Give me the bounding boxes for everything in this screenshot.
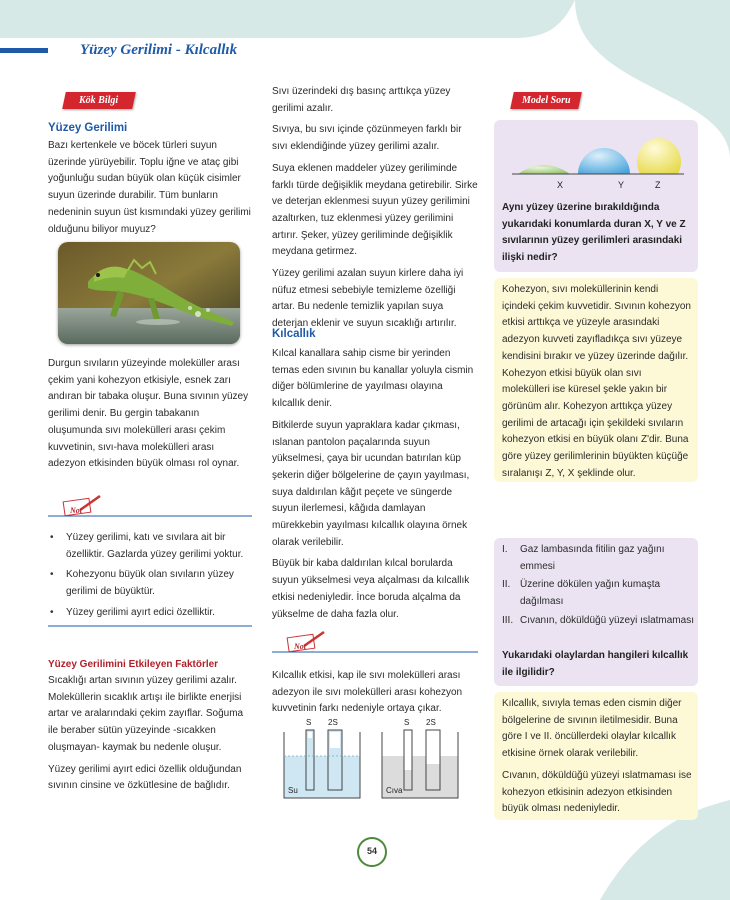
note-label-left: Not xyxy=(70,506,82,515)
factors-paragraph-2: Yüzey gerilimi ayırt edici özellik olduğundan sıvının cinsine ve özkütlesine de bağlıdır. xyxy=(48,763,242,792)
event-item xyxy=(502,577,694,610)
event-text: Gaz lambasında fitilin gaz yağını emmesi xyxy=(520,544,665,572)
surface-tension-paragraph: Durgun sıvıların yüzeyinde moleküller arası çekim yani kohezyon etkisiyle, esnek zarı andıran bir tabaka oluşur. Buna sıvının yüzey gerilimi denir. Bu gergin tabakanın oluşumunda sıvı molekülleri arası çekim kuvvetinin, sıvı-hava molekülleri arası adezyon etkisinden büyük olması rol oynar. xyxy=(48,358,249,470)
note-box-left xyxy=(48,494,252,628)
fig-label-2s-mercury: 2S xyxy=(426,718,436,727)
note-item: • Yüzey gerilimi, katı ve sıvılara ait bir özelliktir. Gazlarda yüzey gerilimi yoktur. xyxy=(48,530,252,563)
kok-bilgi-ribbon xyxy=(62,92,136,109)
answer-box-1 xyxy=(494,278,698,482)
fig-label-mercury: Cıva xyxy=(386,786,403,795)
capillary-figure xyxy=(276,718,472,804)
middle-text-top xyxy=(272,84,478,338)
note-box-middle xyxy=(272,630,478,715)
kok-bilgi-label: Kök Bilgi xyxy=(79,95,119,106)
question-box-1 xyxy=(494,120,698,272)
factors-text xyxy=(48,673,254,800)
question-box-2 xyxy=(494,538,698,686)
drop-label-x: X xyxy=(557,180,564,190)
model-soru-ribbon xyxy=(510,92,582,109)
event-number: II. xyxy=(502,579,511,591)
lizard-illustration xyxy=(58,242,240,344)
lizard-photo xyxy=(58,242,240,344)
fig-label-2s-water: 2S xyxy=(328,718,338,727)
answer-2-paragraph-2: Cıvanın, döküldüğü yüzeyi ıslatmaması ise kohezyon etkisinin adezyon etkisinden büyük olması nedeniyledir. xyxy=(502,769,692,815)
answer-2-paragraph-1: Kılcallık, sıvıyla temas eden cismin diğer bölgelerine de sıvının iletilmesidir. Buna göre I ve II. öncüllerdeki olaylar kılcallık etkisine örnek olarak verilebilir. xyxy=(502,698,682,760)
note-item: • Yüzey gerilimi ayırt edici özelliktir. xyxy=(48,605,252,622)
event-text: Üzerine dökülen yağın kumaşta dağılması xyxy=(520,579,661,608)
factors-paragraph-1: Sıcaklığı artan sıvının yüzey gerilimi azalır. Moleküllerin sıcaklık artışı ile birlikte enerjisi artar ve aralarındaki çekim zayıflar. Soğuma ile beraber sütün yüzeyinde -sıcakken oluşmayan- kaymak bu nedenle oluşur. xyxy=(48,675,244,753)
note-pencil-icon xyxy=(286,630,326,652)
capillary-diagram xyxy=(276,718,472,804)
note-list-left xyxy=(48,530,252,626)
page-number: 54 xyxy=(366,846,377,856)
middle-paragraph-6: Bitkilerde suyun yapraklara kadar çıkması, ıslanan pantolon paçalarında suyun yükselmesi, çaya bir ucundan batırılan küp şekerin diğer bölgelerine de çayın yayılması, suya daldırılan kâğıt peçete ve süngerde suyun ilerlemesi, kâğıda damlayan mürekkebin yayılması kılcallık olayına örnek olarak verilebilir. xyxy=(272,419,470,548)
note-pencil-icon xyxy=(62,494,102,516)
question-2-text: Yukarıdaki olaylardan hangileri kılcallık ile ilgilidir? xyxy=(502,650,689,678)
factors-title: Yüzey Gerilimini Etkileyen Faktörler xyxy=(48,659,219,670)
middle-paragraph-1: Sıvı üzerindeki dış basınç arttıkça yüzey gerilimi azalır. xyxy=(272,86,451,114)
middle-paragraph-4: Yüzey gerilimi azalan suyun kirlere daha iyi nüfuz etmesi sebebiyle temizleme özelliği artar. Bu nedenle temizlik yapılan suya deterjan eklenir ve suyun sıcaklığı artırılır. xyxy=(272,268,464,330)
drops-diagram xyxy=(498,126,694,206)
fig-label-s-water: S xyxy=(306,718,312,727)
answer-2-text xyxy=(502,696,692,823)
fig-label-water: Su xyxy=(288,786,298,795)
event-item xyxy=(502,542,694,575)
drop-label-y: Y xyxy=(618,180,625,190)
note-text-middle: Kılcallık etkisi, kap ile sıvı molekülleri arası adezyon ile sıvı molekülleri arası kohezyon kuvvetinin farkı nedeniyle ortaya çıkar. xyxy=(272,670,463,715)
section-title-yuzey-gerilimi: Yüzey Gerilimi xyxy=(48,122,128,134)
question-1-text: Aynı yüzey üzerine bırakıldığında yukarıdaki konumlarda duran X, Y ve Z sıvılarının yüzey gerilimleri arasındaki ilişki nedir? xyxy=(502,202,686,264)
note-label-middle: Not xyxy=(294,642,306,651)
fig-label-s-mercury: S xyxy=(404,718,410,727)
middle-paragraph-2: Sıvıya, bu sıvı içinde çözünmeyen farklı bir sıvı eklendiğinde yüzey gerilimi azalır. xyxy=(272,124,462,153)
section-title-kilcallik: Kılcallık xyxy=(272,328,316,340)
middle-paragraph-7: Büyük bir kaba daldırılan kılcal borularda suyun yükselmesi veya alçalması da kılcallık etkisi nedeniyledir. İnce boruda alçalma da yükselme de daha fazla olur. xyxy=(272,558,470,620)
event-number: I. xyxy=(502,544,508,555)
middle-text-bottom xyxy=(272,346,478,628)
note-item: • Kohezyonu büyük olan sıvıların yüzey gerilimi de büyüktür. xyxy=(48,567,252,600)
event-item xyxy=(502,613,694,630)
model-soru-label: Model Soru xyxy=(521,95,571,106)
intro-paragraph: Bazı kertenkele ve böcek türleri suyun üzerinde yürüyebilir. Toplu iğne ve ataç gibi yoğunluğu sudan büyük olan küçük cisimler suyun üzerinde durabilir. Tüm bunların nedeninin suyun üst kısmındaki yüzey gerilimi olduğunu biliyor muyuz? xyxy=(48,140,251,235)
event-text: Cıvanın, döküldüğü yüzeyi ıslatmaması xyxy=(520,614,694,626)
event-number: III. xyxy=(502,614,514,626)
page-header-title: Yüzey Gerilimi - Kılcallık xyxy=(80,42,238,58)
middle-paragraph-5: Kılcal kanallara sahip cisme bir yerinden temas eden sıvının bu kanallar yoluyla cismin diğer bölümlerine de yayılması olayına kılcallık denir. xyxy=(272,348,474,410)
answer-box-2 xyxy=(494,692,698,820)
answer-1-text: Kohezyon, sıvı moleküllerinin kendi içindeki çekim kuvvetidir. Sıvının kohezyon etkisi arttıkça ve yüzeyle arasındaki adezyon kuvveti zayıfladıkça sıvı yüzeye kendisini bırakır ve yüzey üzerinde dağılır. Kohezyon etkisi büyük olan sıvı molekülleri ise küresel şekle yakın bir görünüm alır. Kohezyon arttıkça yüzey gerilimi de artacağı için şekildeki sıvıların kohezyon etkisi en büyük olanı Z'dir. Buna göre yüzey gerilimlerinin büyükten küçüğe sıralanışı Z, Y, X şeklinde olur. xyxy=(502,284,691,479)
drop-label-z: Z xyxy=(655,180,661,190)
middle-paragraph-3: Suya eklenen maddeler yüzey geriliminde farklı türde değişiklik meydana getirebilir. Sirke ve deterjan eklenmesi suyun yüzey gerilimini azaltırken, tuz eklenmesi yüzey gerilimini artırır. Şeker, yüzey geriliminde değişiklik meydana getirmez. xyxy=(272,162,478,258)
events-list xyxy=(502,542,694,632)
